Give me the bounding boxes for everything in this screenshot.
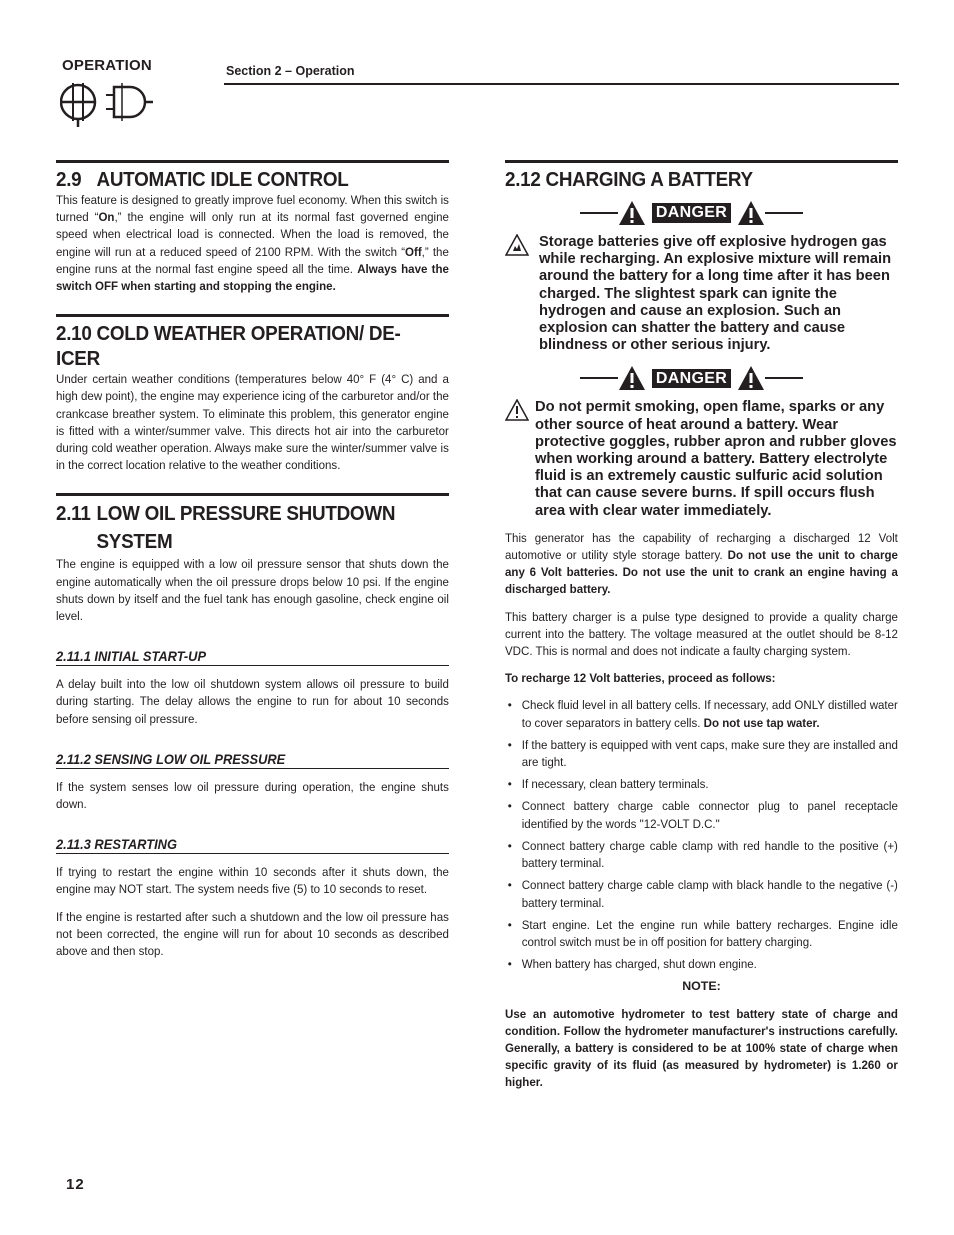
paragraph	[505, 530, 898, 599]
section-2-11	[56, 493, 449, 960]
section-heading	[56, 321, 418, 371]
text-bold: Do not use the unit to charge any 6 Volt batteries. Do not use the unit to crank an engine having a discharged battery.	[505, 548, 898, 597]
section-number: 2.12	[505, 168, 541, 191]
paragraph: Under certain weather conditions (temperatures below 40° F (4° C) and a high dew point), the engine may experience icing of the carburetor and/or the crankcase breather system. To eliminate this problem, this generator engine is fitted with a winter/summer valve. This directs hot air into the carburetor during cold weather operation. Always make sure the winter/summer valve is in the correct location relative to the weather conditions.	[56, 372, 449, 473]
danger-text: Storage batteries give off explosive hydrogen gas while recharging. An explosive mixture will remain around the battery for a long time after it has been charged. The slightest spark can ignite the hydrogen and cause an explosion. Such an explosion can shatter the battery and cause blindness or other serious injury.	[539, 234, 892, 354]
header-rule	[224, 83, 899, 85]
section-2-9	[56, 160, 449, 295]
warning-triangle-icon	[618, 365, 646, 391]
danger-warning	[505, 399, 898, 519]
paragraph	[56, 192, 449, 295]
page-number: 12	[66, 1176, 85, 1193]
paragraph: This battery charger is a pulse type designed to provide a quality charge current into the battery. The voltage measured at the outlet should be 8-12 VDC. This is normal and does not indicate a faulty charging system.	[505, 609, 898, 659]
danger-label: DANGER	[652, 203, 731, 222]
paragraph: If the system senses low oil pressure during operation, the engine shuts down.	[56, 779, 449, 812]
list-item: • Connect battery charge cable clamp with red handle to the positive (+) battery terminal.	[505, 838, 898, 872]
caution-triangle-icon	[505, 399, 529, 421]
list-item	[505, 697, 898, 731]
section-title: AUTOMATIC IDLE CONTROL	[96, 168, 349, 191]
text-run: This generator has the capability of recharging a discharged 12 Volt automotive or utility style storage battery.	[505, 530, 898, 563]
subsection-title: 2.11.1 INITIAL START-UP	[56, 648, 207, 665]
section-2-12	[505, 160, 898, 1092]
section-heading	[56, 167, 418, 192]
section-number: 2.10	[56, 322, 92, 346]
section-title-line1: LOW OIL PRESSURE SHUTDOWN	[96, 502, 396, 526]
subsection-title: 2.11.3 RESTARTING	[56, 836, 177, 853]
list-item: • Connect battery charge cable clamp with black handle to the negative (-) battery terminal.	[505, 877, 898, 911]
section-title-line2: SYSTEM	[96, 530, 173, 554]
text-bold: Always have the switch OFF when starting and stopping the engine.	[56, 261, 449, 294]
list-item: • Connect battery charge cable connector plug to panel receptacle identified by the words "12-VOLT D.C."	[505, 798, 898, 832]
paragraph: The engine is equipped with a low oil pressure sensor that shuts down the engine automatically when the oil pressure drops below 10 psi. If the engine shuts down by itself and the fuel tank has enough gasoline, check engine oil level.	[56, 557, 449, 624]
subsection-heading	[56, 835, 449, 854]
danger-warning	[505, 234, 898, 354]
section-heading	[56, 500, 418, 556]
procedure-list	[505, 697, 898, 973]
list-item: • If necessary, clean battery terminals.	[505, 776, 898, 793]
list-item: • If the battery is equipped with vent caps, make sure they are installed and are tight.	[505, 737, 898, 771]
subsection-heading	[56, 750, 449, 769]
warning-triangle-icon	[618, 200, 646, 226]
section-number: 2.9	[56, 168, 82, 191]
section-title: COLD WEATHER OPERATION/ DE-ICER	[56, 322, 401, 371]
text-bold: Off	[405, 244, 422, 259]
warning-triangle-icon	[737, 365, 765, 391]
note-text: Use an automotive hydrometer to test battery state of charge and condition. Follow the hydrometer manufacturer's instructions carefully. Generally, a battery is considered to be at 100% state of charge when specific gravity of its fluid (as measured by hydrometer) is 1.260 or higher.	[505, 1006, 898, 1090]
danger-banner	[485, 198, 898, 228]
subsection-heading	[56, 647, 449, 666]
operation-logo-text: OPERATION	[62, 57, 152, 74]
note-title: NOTE:	[682, 979, 721, 994]
text-run: Check fluid level in all battery cells. If necessary, add ONLY distilled water to cover separators in battery cells.	[521, 698, 898, 730]
right-column	[505, 160, 898, 1092]
section-2-10	[56, 314, 449, 474]
section-label: Section 2 – Operation	[226, 64, 355, 78]
left-column	[56, 160, 449, 960]
danger-label: DANGER	[652, 369, 731, 388]
text-run: ,” the engine will only run at its normal fast governed engine speed when electrical load is connected. When the load is removed, the engine will run at a reduced speed of 2100 RPM. With the switch “	[56, 210, 449, 259]
section-number: 2.11	[56, 502, 91, 526]
section-heading	[505, 167, 867, 192]
section-title: CHARGING A BATTERY	[545, 168, 753, 191]
explosion-hazard-icon	[505, 234, 529, 256]
danger-text: Do not permit smoking, open flame, sparks or any other source of heat around a battery. Wear protective goggles, rubber apron and rubber gloves when working around a battery. Battery electrolyte fluid is an extremely caustic sulfuric acid solution that can cause severe burns. If spill occurs flush area with clear water immediately.	[535, 399, 897, 519]
paragraph: To recharge 12 Volt batteries, proceed as follows:	[505, 671, 776, 686]
text-run: This feature is designed to greatly improve fuel economy. When this switch is turned “	[56, 193, 449, 225]
text-bold: On	[98, 210, 115, 225]
warning-triangle-icon	[737, 200, 765, 226]
paragraph: If the engine is restarted after such a shutdown and the low oil pressure has not been corrected, the engine will run for about 10 seconds as described above and then stop.	[56, 909, 449, 959]
subsection-title: 2.11.2 SENSING LOW OIL PRESSURE	[56, 750, 286, 767]
list-item: • Start engine. Let the engine run while battery recharges. Engine idle control switch must be in off position for battery charging.	[505, 917, 898, 951]
list-item: • When battery has charged, shut down engine.	[505, 956, 898, 973]
paragraph: If trying to restart the engine within 10 seconds after it shuts down, the engine may NOT start. The system needs five (5) to 10 seconds to reset.	[56, 865, 449, 897]
paragraph: A delay built into the low oil shutdown system allows oil pressure to build during starting. The delay allows the engine to run for about 10 seconds before sensing oil pressure.	[56, 677, 449, 726]
plug-and-socket-icon	[60, 77, 156, 129]
text-run: ,” the engine runs at the normal fast engine speed all the time.	[56, 244, 449, 276]
text-bold: Do not use tap water.	[703, 715, 820, 730]
danger-banner	[485, 363, 898, 393]
